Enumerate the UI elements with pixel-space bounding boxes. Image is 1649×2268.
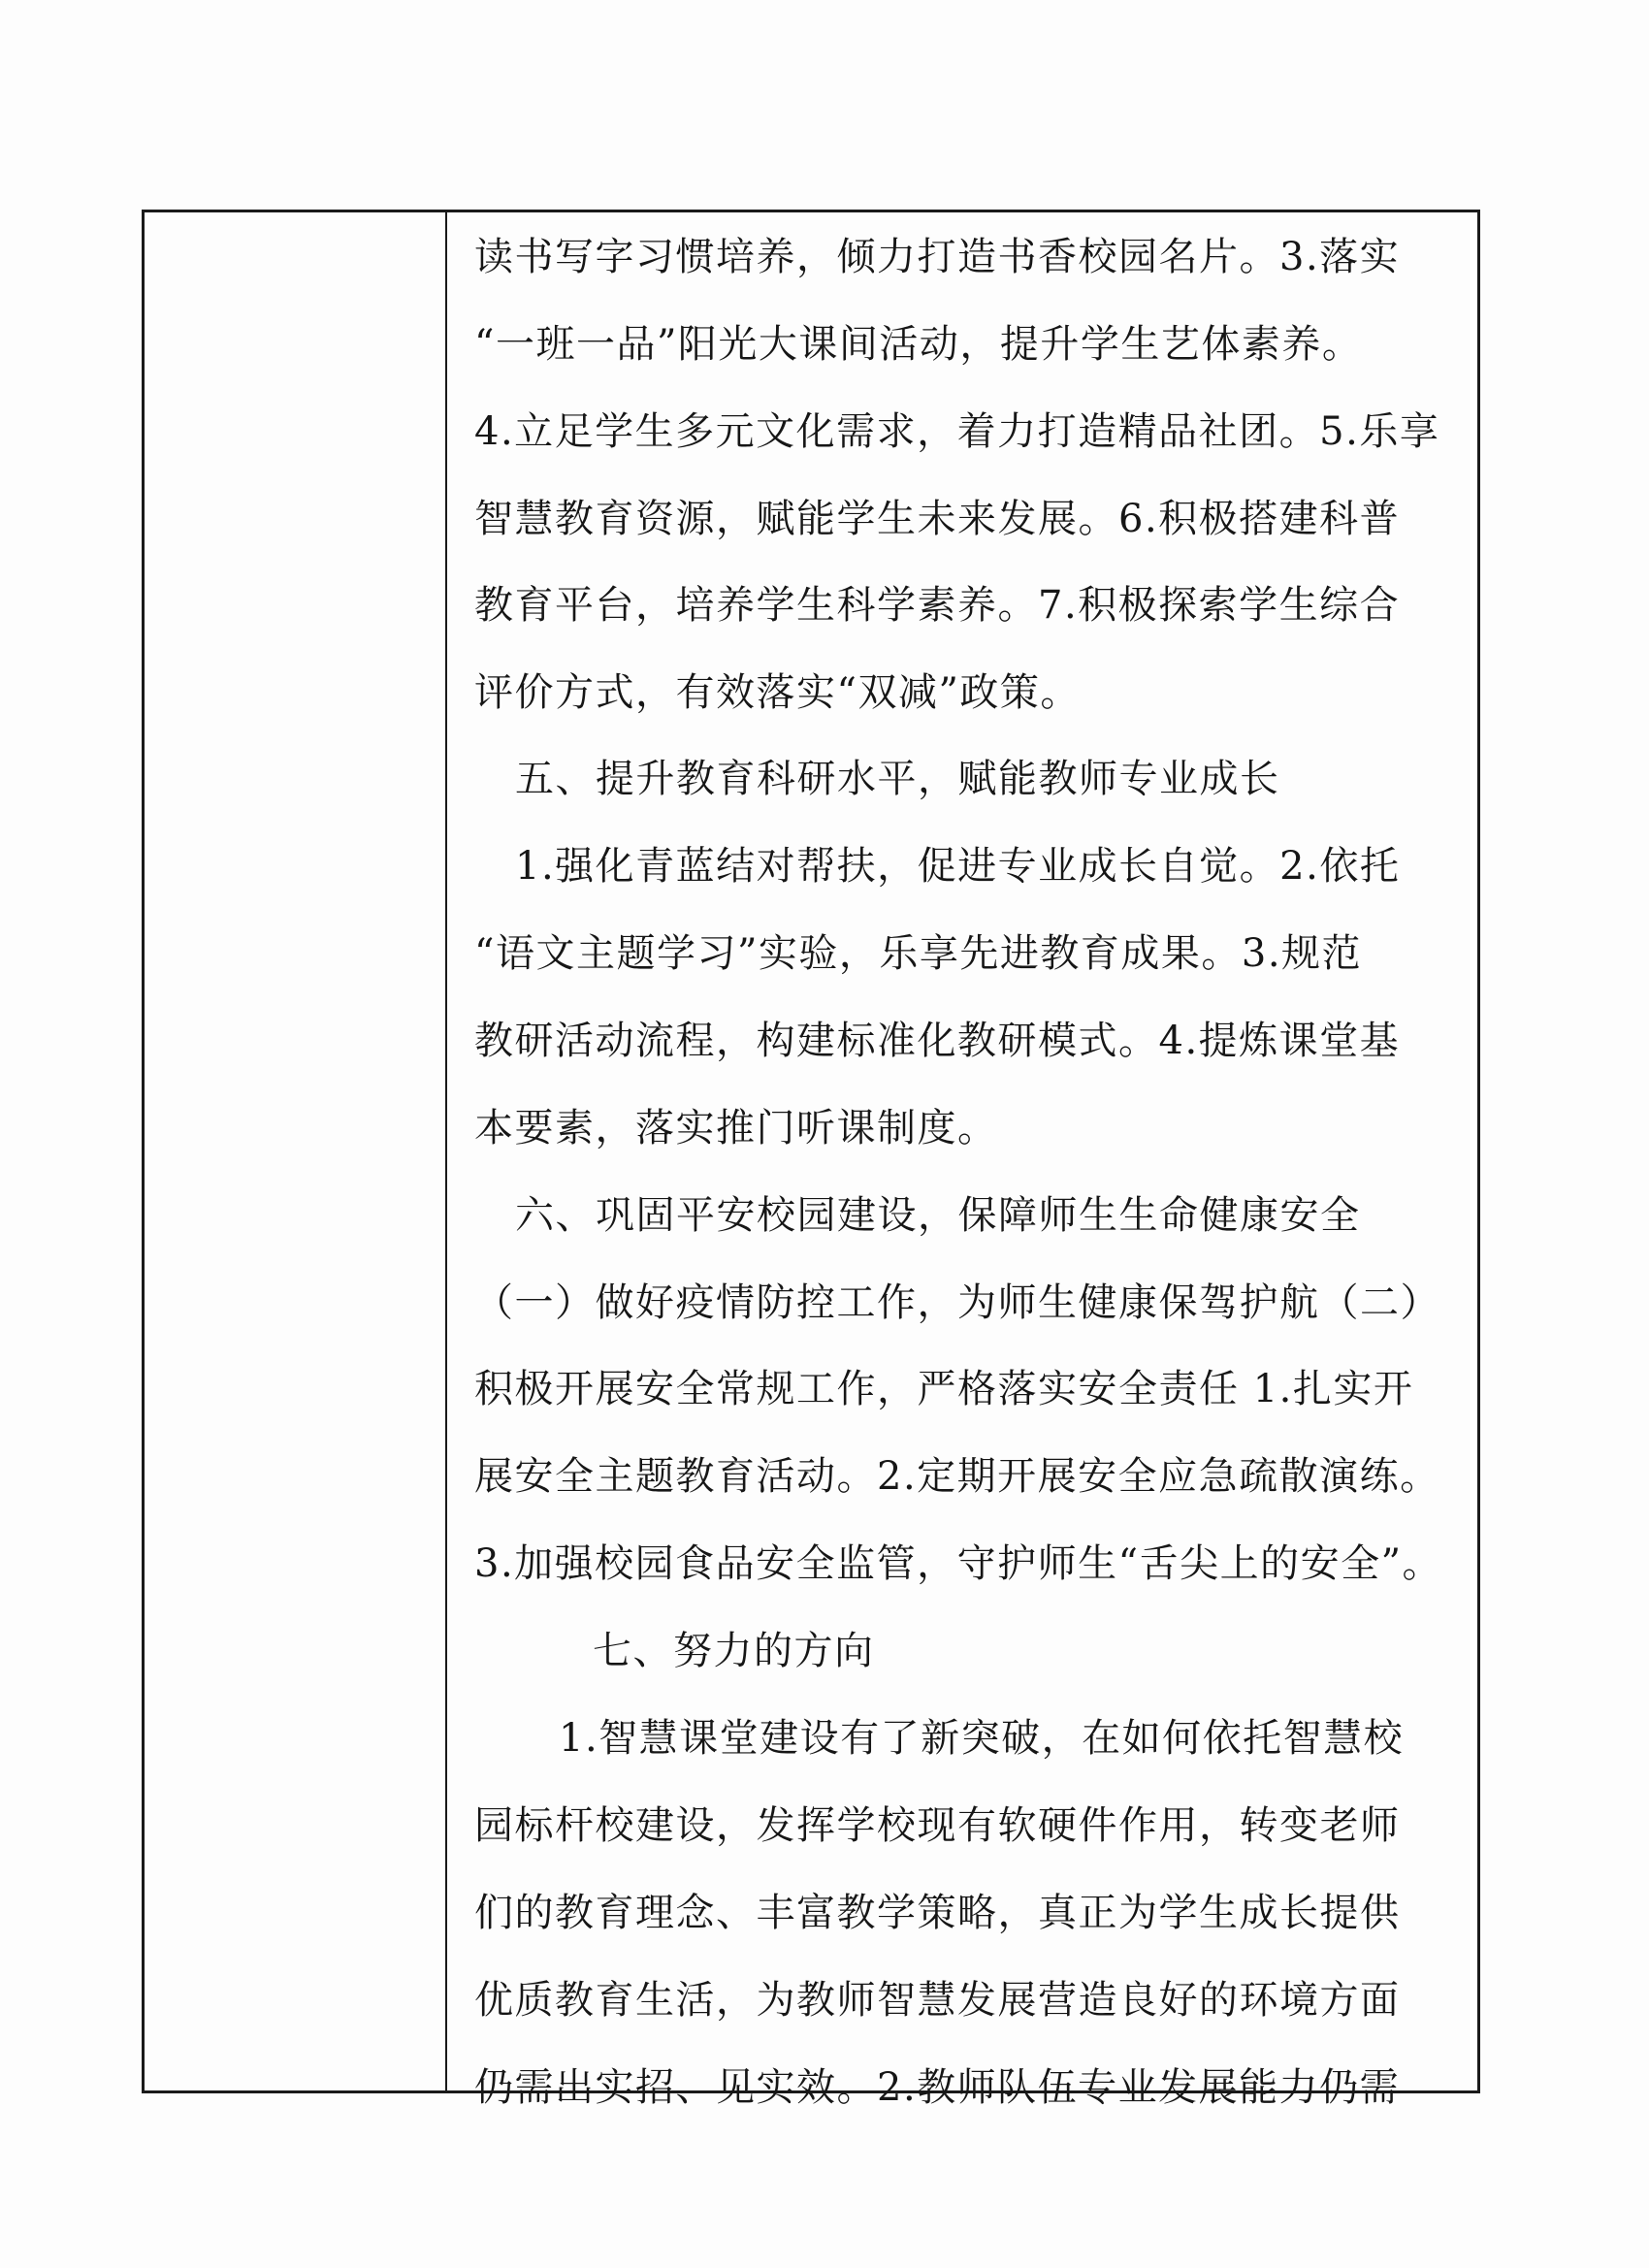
text-line: 3.加强校园食品安全监管，守护师生“舌尖上的安全”。 [474, 1541, 1443, 1586]
section-heading: 五、提升教育科研水平，赋能教师专业成长 [515, 757, 1280, 801]
text-line: 们的教育理念、丰富教学策略，真正为学生成长提供 [474, 1891, 1401, 1935]
text-line: 本要素，落实推门听课制度。 [474, 1106, 998, 1150]
text-line: 展安全主题教育活动。2.定期开展安全应急疏散演练。 [474, 1454, 1440, 1499]
text-line: 优质教育生活，为教师智慧发展营造良好的环境方面 [474, 1978, 1401, 2023]
section-heading: 七、努力的方向 [593, 1629, 875, 1673]
text-line: “语文主题学习”实验，乐享先进教育成果。3.规范 [474, 931, 1363, 976]
text-line: 园标杆校建设，发挥学校现有软硬件作用，转变老师 [474, 1803, 1401, 1848]
text-line: （一）做好疫情防控工作，为师生健康保驾护航（二） [474, 1280, 1440, 1325]
document-table [142, 210, 1480, 2110]
text-line: 4.立足学生多元文化需求，着力打造精品社团。5.乐享 [474, 409, 1440, 454]
text-line: 1.智慧课堂建设有了新突破，在如何依托智慧校 [559, 1716, 1405, 1761]
text-line: 智慧教育资源，赋能学生未来发展。6.积极搭建科普 [474, 497, 1401, 541]
text-line: 仍需出实招、见实效。2.教师队伍专业发展能力仍需 [474, 2065, 1401, 2110]
content-cell [447, 212, 1477, 2110]
text-line: “一班一品”阳光大课间活动，提升学生艺体素养。 [474, 322, 1363, 367]
left-column-cell [145, 212, 447, 2090]
text-line: 教育平台，培养学生科学素养。7.积极探索学生综合 [474, 583, 1401, 628]
text-line: 评价方式，有效落实“双减”政策。 [474, 670, 1081, 715]
text-line: 读书写字习惯培养，倾力打造书香校园名片。3.落实 [474, 235, 1401, 279]
text-line: 教研活动流程，构建标准化教研模式。4.提炼课堂基 [474, 1019, 1401, 1063]
section-heading: 六、巩固平安校园建设，保障师生生命健康安全 [515, 1193, 1361, 1238]
text-line: 1.强化青蓝结对帮扶，促进专业成长自觉。2.依托 [515, 844, 1401, 889]
text-line: 积极开展安全常规工作，严格落实安全责任 1.扎实开 [474, 1367, 1414, 1411]
